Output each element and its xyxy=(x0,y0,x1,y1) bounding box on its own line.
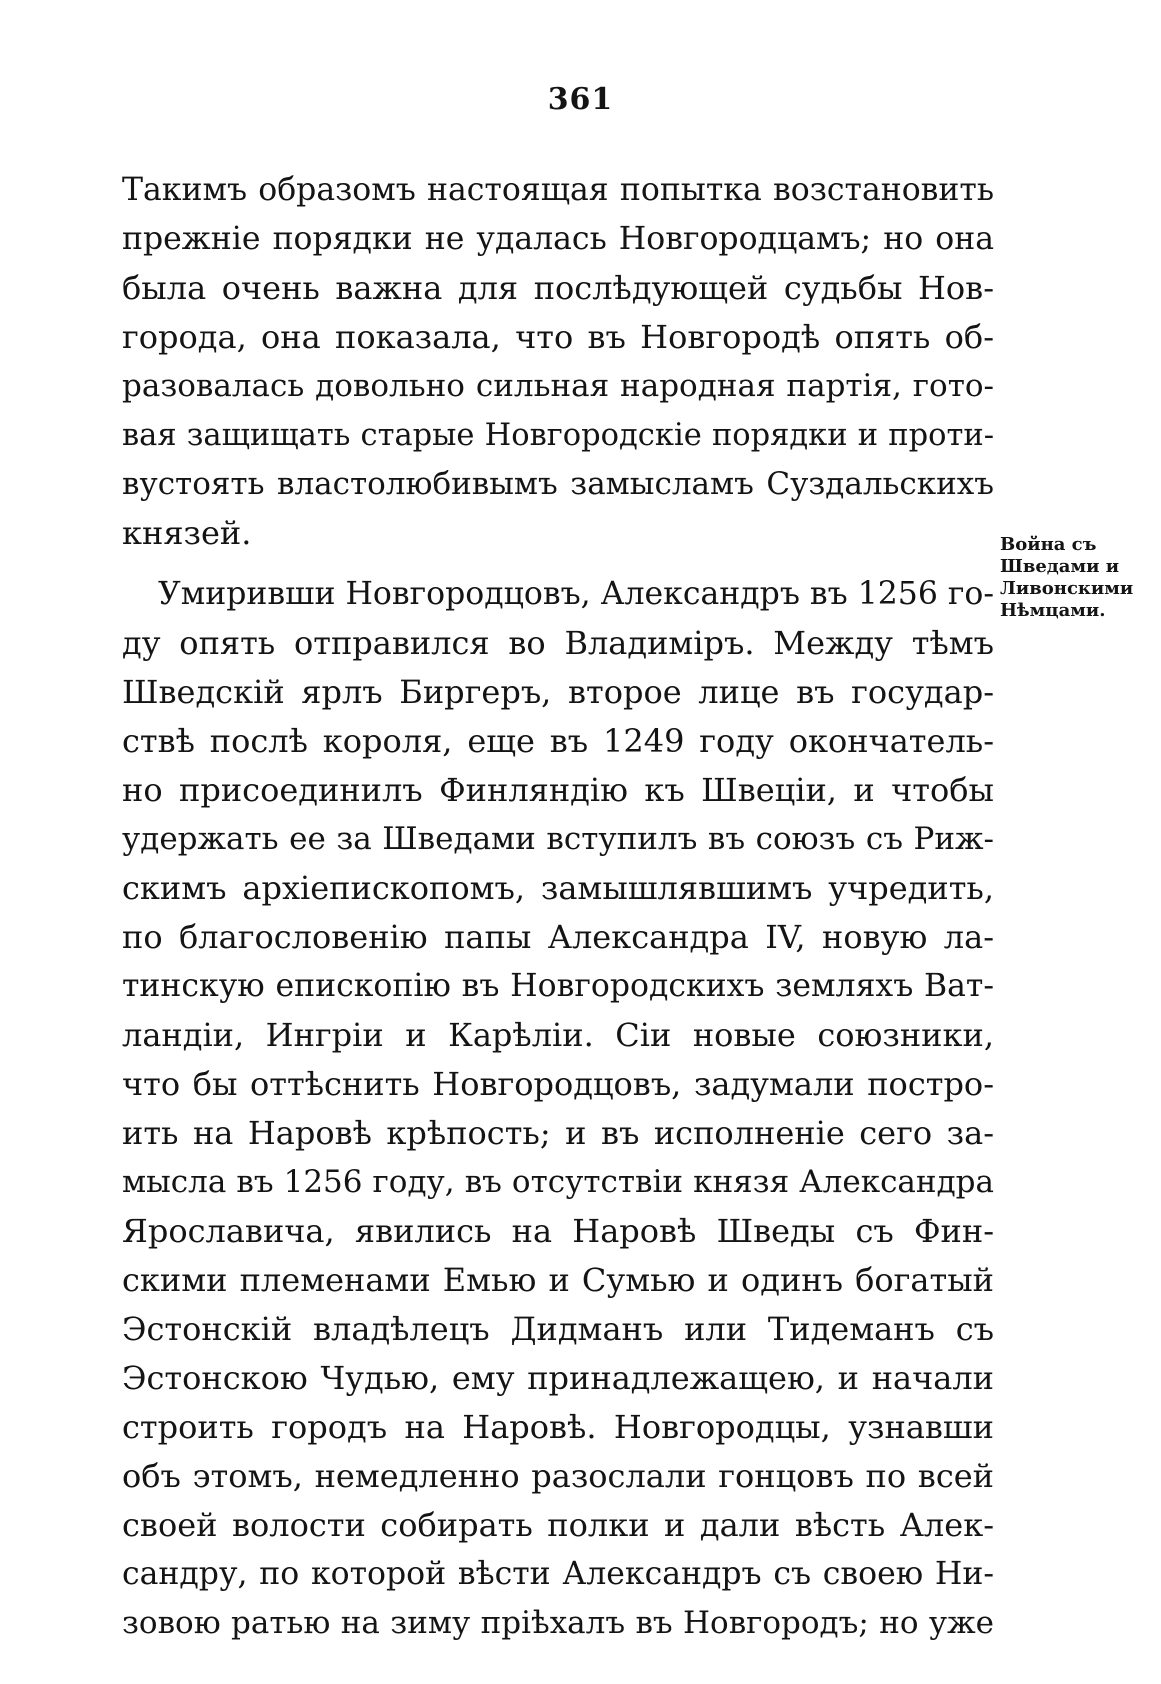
text-line: Умиривши Новгородцовъ, Александръ въ 1256 го- xyxy=(158,576,994,612)
margin-note xyxy=(1000,534,1160,622)
text-line: разовалась довольно сильная народная партія, гото- xyxy=(122,368,994,404)
margin-note-line: Война съ xyxy=(1000,534,1097,555)
text-line: удержать ее за Шведами вступилъ въ союзъ съ Риж- xyxy=(122,821,994,857)
main-text xyxy=(122,166,994,1648)
text-line: Эстонскою Чудью, ему принадлежащею, и начали xyxy=(122,1359,994,1397)
paragraph-2 xyxy=(122,570,994,1648)
text-line: мысла въ 1256 году, въ отсутствіи князя Александра xyxy=(122,1164,994,1200)
text-line: сандру, по которой вѣсти Александръ съ своею Ни- xyxy=(122,1556,994,1592)
text-line: Ярославича, явились на Наровѣ Шведы съ Фин- xyxy=(122,1212,994,1250)
margin-note-line: Ливонскими xyxy=(1000,578,1134,599)
text-line: Эстонскій владѣлецъ Дидманъ или Тидеманъ съ xyxy=(122,1310,994,1348)
paragraph-gap xyxy=(122,558,994,570)
text-line: своей волости собирать полки и дали вѣсть Алек- xyxy=(122,1506,994,1544)
text-line: скими племенами Емью и Сумью и одинъ богатый xyxy=(122,1261,994,1299)
text-line: князей. xyxy=(122,514,252,552)
text-line: прежніе порядки не удалась Новгородцамъ; но она xyxy=(122,221,994,257)
text-line: ствѣ послѣ короля, еще въ 1249 году окончатель- xyxy=(122,722,994,760)
page-number: 361 xyxy=(547,82,614,117)
text-line: вустоять властолюбивымъ замысламъ Суздальскихъ xyxy=(122,466,994,502)
text-line: была очень важна для послѣдующей судьбы Нов- xyxy=(122,269,994,307)
text-line: города, она показала, что въ Новгородѣ опять об- xyxy=(122,318,994,356)
paragraph-1 xyxy=(122,166,994,558)
text-line: объ этомъ, немедленно разослали гонцовъ по всей xyxy=(122,1457,994,1495)
text-line: что бы оттѣснить Новгородцовъ, задумали постро- xyxy=(122,1065,994,1103)
text-line: ить на Наровѣ крѣпость; и въ исполненіе сего за- xyxy=(122,1114,994,1152)
text-line: зовою ратью на зиму пріѣхалъ въ Новгородъ; но уже xyxy=(122,1605,994,1641)
text-line: тинскую епископію въ Новгородскихъ земляхъ Ват- xyxy=(122,968,994,1004)
text-line: ландіи, Ингріи и Карѣліи. Сіи новые союзники, xyxy=(122,1016,994,1054)
text-line: строить городъ на Наровѣ. Новгородцы, узнавши xyxy=(122,1408,994,1446)
text-line: ду опять отправился во Владиміръ. Между тѣмъ xyxy=(122,624,994,662)
text-line: Такимъ образомъ настоящая попытка возстановить xyxy=(122,172,994,208)
text-line: по благословенію папы Александра IV, новую ла- xyxy=(122,918,994,956)
text-line: скимъ архіепископомъ, замышлявшимъ учредить, xyxy=(122,869,994,907)
text-line: Шведскій ярлъ Биргеръ, второе лице въ государ- xyxy=(122,673,994,711)
margin-note-line: Шведами и xyxy=(1000,556,1120,577)
text-line: вая защищать старые Новгородскіе порядки и проти- xyxy=(122,418,994,453)
margin-note-line: Нѣмцами. xyxy=(1000,600,1106,621)
text-line: но присоединилъ Финляндію къ Швеціи, и чтобы xyxy=(122,771,994,809)
